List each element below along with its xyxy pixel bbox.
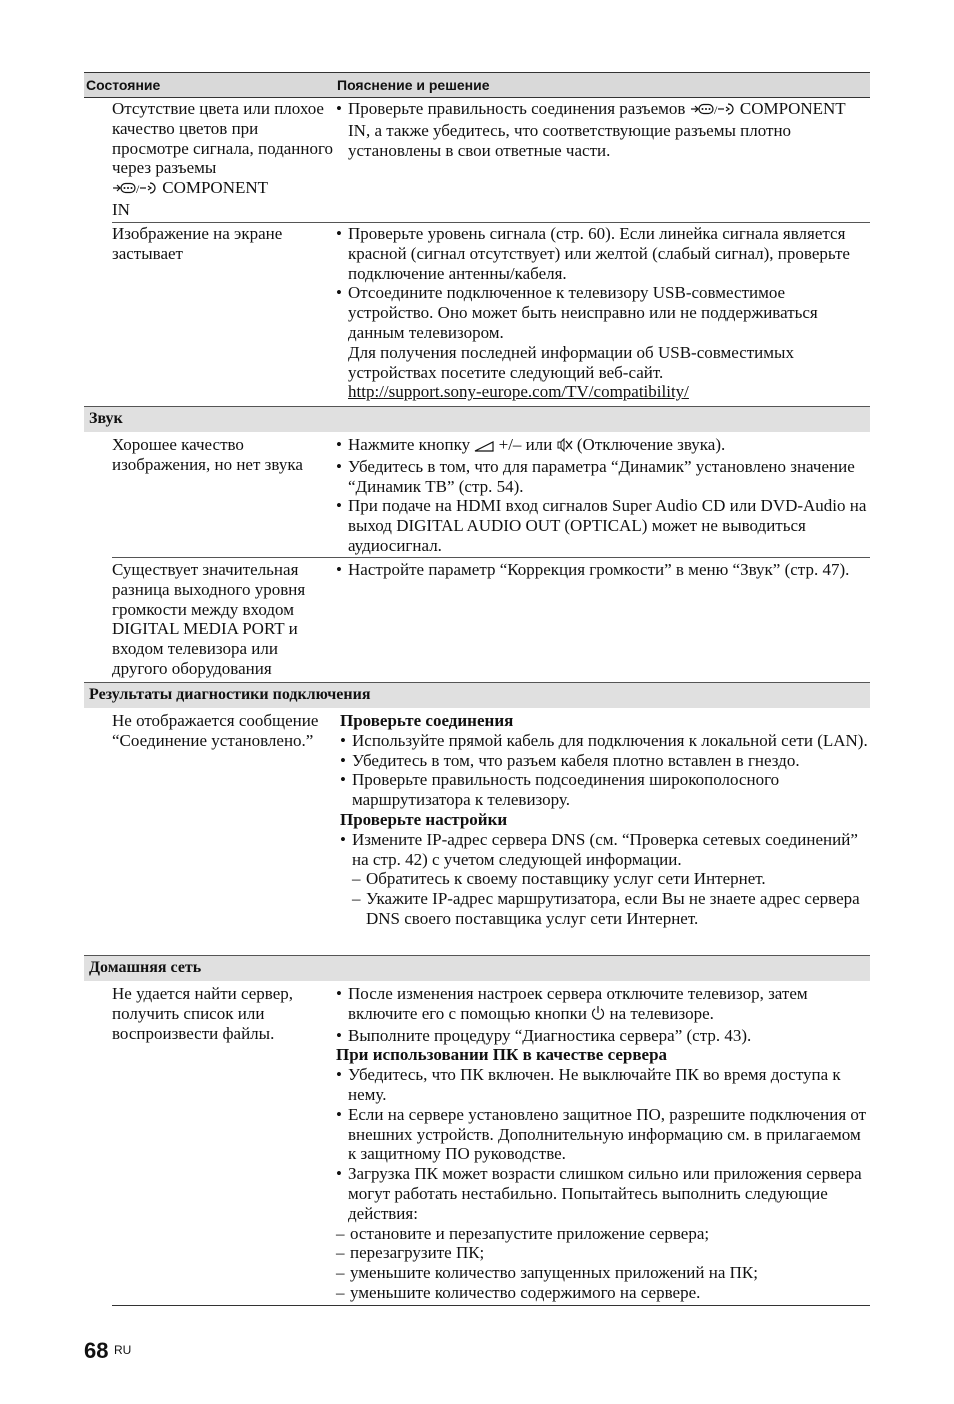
header-condition: Состояние: [86, 77, 161, 93]
power-icon: [591, 1005, 605, 1026]
condition-cell: Хорошее качество изображения, но нет звука: [112, 435, 303, 474]
solution-cell: [336, 984, 870, 1303]
table-header: [84, 73, 870, 98]
list-item: • После изменения настроек сервера отключите телевизор, затем включите его с помощью кнопки на телевизоре.: [336, 984, 870, 1026]
component-input-icon: [112, 180, 146, 200]
section-header-home-network: Домашняя сеть: [84, 955, 870, 981]
audio-input-icon: [724, 101, 736, 121]
list-item: • Нажмите кнопку +/– или (Отключение звука).: [336, 435, 870, 457]
section-header-sound: Звук: [84, 406, 870, 432]
page-language: RU: [114, 1343, 132, 1357]
list-item: • Убедитесь в том, что разъем кабеля плотно вставлен в гнездо.: [340, 751, 870, 771]
subheading-check-settings: Проверьте настройки: [340, 809, 508, 829]
condition-cell: Изображение на экране застывает: [112, 224, 283, 263]
condition-cell: Существует значительная разница выходного уровня громкости между входом DIGITAL MEDIA PORT и входом телевизора или другого оборудования: [112, 560, 306, 678]
list-item: • Убедитесь в том, что для параметра “Динамик” установлено значение “Динамик ТВ” (стр. 54).: [336, 457, 870, 497]
audio-input-icon: [146, 180, 158, 200]
list-item: • Загрузка ПК может возрасти слишком сильно или приложения сервера могут работать нестабильно. Попытайтесь выполнить следующие действия:: [336, 1164, 870, 1223]
list-item: – Укажите IP-адрес маршрутизатора, если Вы не знаете адрес сервера DNS своего поставщика услуг сети Интернет.: [352, 889, 870, 929]
support-link[interactable]: http://support.sony-europe.com/TV/compatibility/: [348, 382, 689, 402]
section-header-diagnostics: Результаты диагностики подключения: [84, 682, 870, 708]
list-item: – уменьшите количество содержимого на сервере.: [336, 1283, 870, 1303]
row-divider: [112, 222, 870, 223]
table-bottom-rule: [112, 1305, 870, 1306]
list-item: • Проверьте правильность подсоединения широкополосного маршрутизатора к телевизору.: [340, 770, 870, 810]
solution-cell: [336, 99, 870, 160]
component-input-icon: [690, 101, 724, 121]
list-item: • Убедитесь, что ПК включен. Не выключайте ПК во время доступа к нему.: [336, 1065, 870, 1105]
list-item: • Измените IP-адрес сервера DNS (см. “Проверка сетевых соединений” на стр. 42) с учетом следующей информации. – Обратитесь к своему поставщику услуг сети Интернет. – Укажите IP-адрес маршрутизатора, если Вы не знаете адрес сервера DNS своего поставщика услуг сети Интернет.: [340, 830, 870, 929]
list-item: • Настройте параметр “Коррекция громкости” в меню “Звук” (стр. 47).: [336, 560, 870, 580]
row-divider: [112, 557, 870, 558]
condition-cell: Не отображается сообщение “Соединение установлено.”: [112, 711, 319, 750]
list-item: – перезагрузите ПК;: [336, 1243, 870, 1263]
header-solution: Пояснение и решение: [337, 77, 490, 93]
list-item: • Если на сервере установлено защитное ПО, разрешите подключения от внешних устройств. Дополнительную информацию см. в прилагаемом к защитному ПО руководстве.: [336, 1105, 870, 1164]
mute-icon: [557, 437, 573, 457]
list-item: • Отсоедините подключенное к телевизору USB-совместимое устройство. Оно может быть неисправно или не поддерживаться данным телевизором. Для получения последней информации об USB-совместимых устройствах посетите следующий веб-сайт. http://support.sony-europe.com/TV/compatibility/: [336, 283, 870, 402]
condition-cell: Не удается найти сервер, получить список или воспроизвести файлы.: [112, 984, 294, 1043]
list-item: • Используйте прямой кабель для подключения к локальной сети (LAN).: [340, 731, 870, 751]
solution-cell: [336, 435, 870, 556]
subheading-check-connections: Проверьте соединения: [340, 711, 514, 730]
list-item: • Проверьте уровень сигнала (стр. 60). Если линейка сигнала является красной (сигнал отсутствует) или желтой (слабый сигнал), проверьте подключение антенны/кабеля.: [336, 224, 870, 283]
list-item: – уменьшите количество запущенных приложений на ПК;: [336, 1263, 870, 1283]
condition-cell: Отсутствие цвета или плохое качество цветов при просмотре сигнала, поданного через разъемы / COMPONENT IN: [112, 99, 334, 219]
solution-cell: [336, 224, 870, 402]
list-item: • Выполните процедуру “Диагностика сервера” (стр. 43).: [336, 1026, 870, 1046]
svg-text:/: /: [136, 182, 140, 196]
volume-icon: [474, 437, 494, 457]
list-item: • При подаче на HDMI вход сигналов Super Audio CD или DVD-Audio на выход DIGITAL AUDIO OUT (OPTICAL) может не выводиться аудиосигнал.: [336, 496, 870, 555]
solution-cell: [340, 711, 870, 929]
list-item: – Обратитесь к своему поставщику услуг сети Интернет.: [352, 869, 870, 889]
svg-text:/: /: [713, 103, 717, 116]
subheading-pc-server: При использовании ПК в качестве сервера: [336, 1045, 668, 1065]
solution-cell: [336, 560, 870, 580]
page-number: 68: [84, 1338, 109, 1363]
list-item: • Проверьте правильность соединения разъемов / COMPONENT IN, а также убедитесь, что соответствующие разъемы плотно установлены в свои ответные части.: [336, 99, 870, 160]
list-item: – остановите и перезапустите приложение сервера;: [336, 1224, 870, 1244]
